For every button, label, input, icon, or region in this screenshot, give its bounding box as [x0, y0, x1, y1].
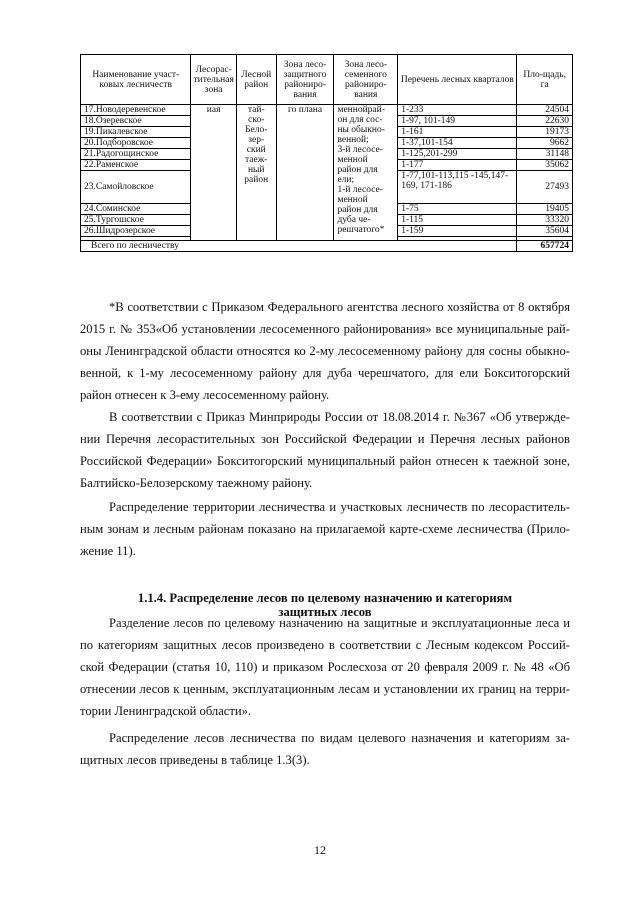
district-line: ский — [246, 145, 266, 155]
header-seed-zone: Зона лесо-семенного райониро-вания — [334, 55, 398, 105]
header-protection-zone: Зона лесо-защитного райониро-вания — [276, 55, 334, 105]
paragraph-table-reference — [80, 727, 570, 771]
row-quarters: 1-125,201-299 — [398, 149, 517, 160]
text-line: 2015 г. № 353«Об установлении лесосеменного районирования» все муниципальные рай- — [80, 322, 570, 336]
district-line: зер- — [248, 135, 265, 145]
row-area: 24504 — [517, 105, 573, 116]
seed-zone-line: дуба че- — [337, 215, 371, 225]
seed-zone-line: район для — [337, 165, 378, 175]
text-line: жение 11). — [80, 544, 136, 558]
text-line: Российской Федерации» Бокситогорский муниципальный район отнесен к таежной зоне, — [80, 454, 570, 468]
district-line: район — [244, 175, 269, 185]
text-line: венной, к 1-му лесосеменному району для дуба черешчатого, для ели Бокситогорский — [80, 366, 570, 380]
district-line: таеж- — [245, 155, 268, 165]
text-line: Разделение лесов по целевому назначению на защитные и эксплуатационные леса и — [109, 616, 570, 630]
paragraph-footnote — [80, 296, 570, 406]
text-line: ской Федерации (статья 10, 110) и приказом Рослесхоза от 20 февраля 2009 г. № 48 «Об — [80, 660, 570, 674]
row-quarters: 1-97, 101-149 — [398, 116, 517, 127]
text-line: ным зонам и лесным районам показано на прилагаемой карте-схеме лесничества (Прило- — [80, 522, 570, 536]
seed-zone-line: менной — [337, 195, 368, 205]
header-district: Лесной район — [236, 55, 276, 105]
row-name: 24.Соминское — [81, 204, 191, 215]
row-quarters: 1-115 — [398, 215, 517, 226]
row-quarters: 1-77,101-113,115 -145,147-169, 171-186 — [398, 171, 517, 204]
page-number: 12 — [314, 843, 326, 857]
row-quarters: 1-75 — [398, 204, 517, 215]
text-line: Балтийско-Белозерскому таежному району. — [80, 476, 313, 490]
row-area: 19173 — [517, 127, 573, 138]
protection-zone-cell: го плана — [276, 105, 334, 241]
row-area: 19405 — [517, 204, 573, 215]
district-line: ско- — [248, 115, 265, 125]
seed-zone-line: венной; — [337, 135, 369, 145]
text-line: нии Перечня лесорастительных зон Российской Федерации и Перечня лесных районов — [80, 432, 570, 446]
header-area: Пло-щадь, га — [517, 55, 573, 105]
row-quarters: 1-177 — [398, 160, 517, 171]
row-name: 26.Шидрозерское — [81, 226, 191, 237]
district-line: ный — [247, 165, 265, 175]
total-label: Всего по лесничеству — [81, 241, 517, 252]
row-quarters: 1-159 — [398, 226, 517, 237]
text-line: *В соответствии с Приказом Федерального агентства лесного хозяйства от 8 октября — [109, 300, 570, 314]
row-name: 19.Пикалевское — [81, 127, 191, 138]
total-value: 657724 — [517, 241, 573, 252]
text-line: Распределение территории лесничества и участковых лесничеств по лесораститель- — [109, 500, 570, 514]
seed-zone-line: меннойрай- — [337, 105, 385, 115]
text-line: Распределение лесов лесничества по видам целевого назначения и категориям за- — [109, 731, 570, 745]
seed-zone-line: район для — [337, 205, 378, 215]
seed-zone-line: решчатого* — [337, 225, 385, 235]
row-name: 17.Новодеревенское — [81, 105, 191, 116]
district-line: Бело- — [245, 125, 268, 135]
text-line: тории Ленинградской области». — [80, 704, 252, 718]
row-name: 22.Раменское — [81, 160, 191, 171]
seed-zone-line: 1-й лесосе- — [337, 185, 383, 195]
row-area: 22630 — [517, 116, 573, 127]
paragraph-distribution — [80, 496, 570, 562]
forest-districts-table — [80, 54, 573, 252]
text-line: район отнесен к 3-ему лесосеменному району. — [80, 388, 330, 402]
text-line: оны Ленинградской области относятся ко 2-му лесосеменному району для сосны обыкно- — [80, 344, 570, 358]
row-name: 21.Радогощинское — [81, 149, 191, 160]
row-name: 25.Тургошское — [81, 215, 191, 226]
table-total-row — [81, 241, 573, 252]
seed-zone-cell — [334, 105, 398, 241]
heading-line: защитных лесов — [278, 605, 372, 619]
row-area: 33320 — [517, 215, 573, 226]
row-area: 31148 — [517, 149, 573, 160]
header-name: Наименование участ-ковых лесничеств — [81, 55, 191, 105]
row-area: 35062 — [517, 160, 573, 171]
text-line: по категориям защитных лесов произведено в соответствии с Лесным кодексом Россий- — [80, 638, 570, 652]
header-zone: Лесорас-тительная зона — [191, 55, 236, 105]
paragraph-zones — [80, 406, 570, 494]
row-area: 9662 — [517, 138, 573, 149]
seed-zone-line: менной — [337, 155, 368, 165]
text-line: В соответствии с Приказ Минприроды России от 18.08.2014 г. №367 «Об утвержде- — [109, 410, 570, 424]
row-name: 18.Озеревское — [81, 116, 191, 127]
table-header-row — [81, 55, 573, 105]
text-line: щитных лесов приведены в таблице 1.3(3). — [80, 753, 310, 767]
district-line: тай- — [247, 105, 265, 115]
row-quarters: 1-233 — [398, 105, 517, 116]
seed-zone-line: ны обыкно- — [337, 125, 385, 135]
row-quarters: 1-161 — [398, 127, 517, 138]
row-area: 27493 — [517, 171, 573, 204]
paragraph-purpose — [80, 612, 570, 722]
zone-cell: иая — [191, 105, 236, 241]
district-cell — [236, 105, 276, 241]
seed-zone-line: ели; — [337, 175, 355, 185]
table-row — [81, 105, 573, 116]
row-area: 35604 — [517, 226, 573, 237]
heading-line: 1.1.4. Распределение лесов по целевому назначению и категориям — [137, 591, 513, 605]
row-quarters: 1-37,101-154 — [398, 138, 517, 149]
seed-zone-line: он для сос- — [337, 115, 383, 125]
seed-zone-line: 3-й лесосе- — [337, 145, 383, 155]
header-quarters: Перечень лесных кварталов — [398, 55, 517, 105]
row-name: 23.Самойловское — [81, 171, 191, 204]
row-name: 20.Подборовское — [81, 138, 191, 149]
text-line: отнесении лесов к ценным, эксплуатационным лесам и установлении их границ на терри- — [80, 682, 570, 696]
